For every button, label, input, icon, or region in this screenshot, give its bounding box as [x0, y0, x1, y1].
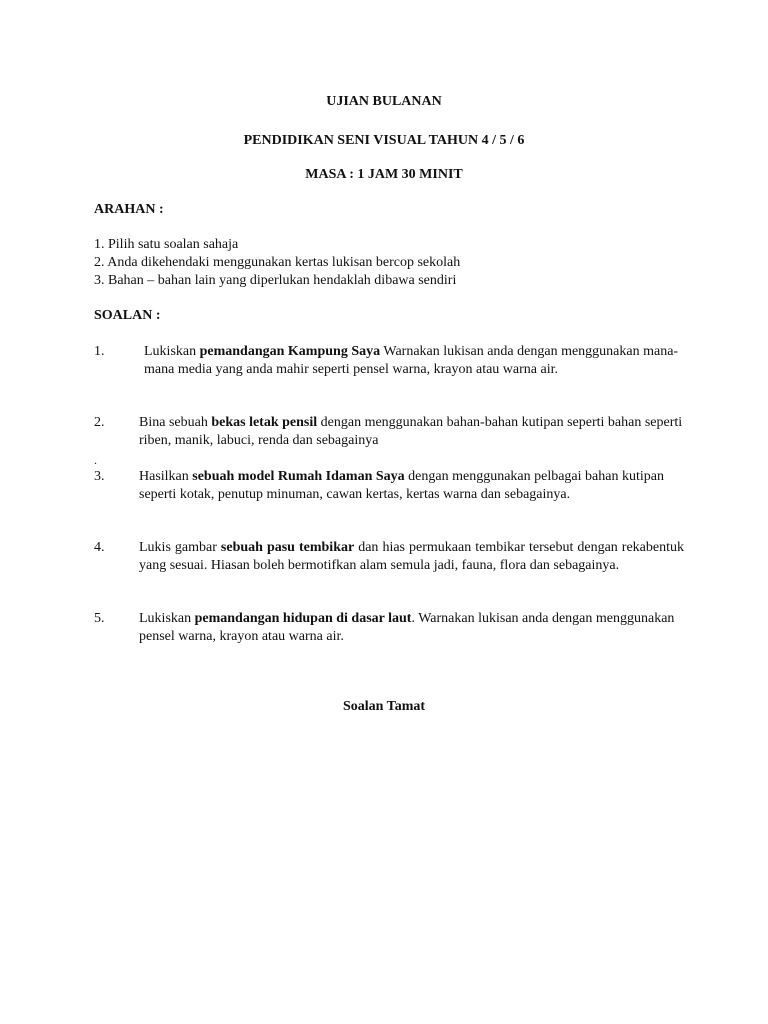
question-number: 3. [94, 469, 105, 484]
question-topic: pemandangan Kampung Saya [199, 344, 381, 359]
exam-subject: PENDIDIKAN SENI VISUAL TAHUN 4 / 5 / 6 [243, 133, 525, 148]
question-topic: bekas letak pensil [211, 415, 318, 430]
instruction-item: 3. Bahan – bahan lain yang diperlukan hendaklah dibawa sendiri [94, 273, 457, 288]
instruction-item: 2. Anda dikehendaki menggunakan kertas lukisan bercop sekolah [94, 255, 461, 270]
question-number: 1. [94, 344, 105, 359]
question-number: 5. [94, 611, 105, 626]
exam-duration: MASA : 1 JAM 30 MINIT [305, 167, 463, 182]
question-topic: pemandangan hidupan di dasar laut [194, 611, 412, 626]
question-topic: sebuah model Rumah Idaman Saya [192, 469, 405, 484]
instruction-item: 1. Pilih satu soalan sahaja [94, 237, 239, 252]
question-number: 4. [94, 540, 105, 555]
question-topic: sebuah pasu tembikar [220, 540, 355, 555]
question-text: Lukiskan pemandangan hidupan di dasar laut. Warnakan lukisan anda dengan menggunakan pensel warna, krayon atau warna air. [139, 611, 675, 644]
question-number: 2. [94, 415, 105, 430]
stray-mark: . [94, 453, 97, 467]
questions-heading: SOALAN : [94, 308, 161, 323]
instructions-list [94, 236, 460, 290]
question-text: Bina sebuah bekas letak pensil dengan menggunakan bahan-bahan kutipan seperti bahan seperti riben, manik, labuci, renda dan sebagainya [139, 415, 683, 448]
question-text: Lukiskan pemandangan Kampung Saya Warnakan lukisan anda dengan menggunakan mana-mana media yang anda mahir seperti pensel warna, krayon atau warna air. [144, 344, 679, 377]
exam-title: UJIAN BULANAN [326, 94, 442, 109]
instructions-heading: ARAHAN : [94, 202, 164, 217]
end-of-questions: Soalan Tamat [342, 699, 426, 714]
question-text: Hasilkan sebuah model Rumah Idaman Saya dengan menggunakan pelbagai bahan kutipan seperti kotak, penutup minuman, cawan kertas, kertas warna dan sebagainya. [139, 469, 664, 502]
question-text: Lukis gambar sebuah pasu tembikar dan hias permukaan tembikar tersebut dengan rekabentuk yang sesuai. Hiasan boleh bermotifkan alam semula jadi, fauna, flora dan sebagainya. [139, 540, 684, 573]
